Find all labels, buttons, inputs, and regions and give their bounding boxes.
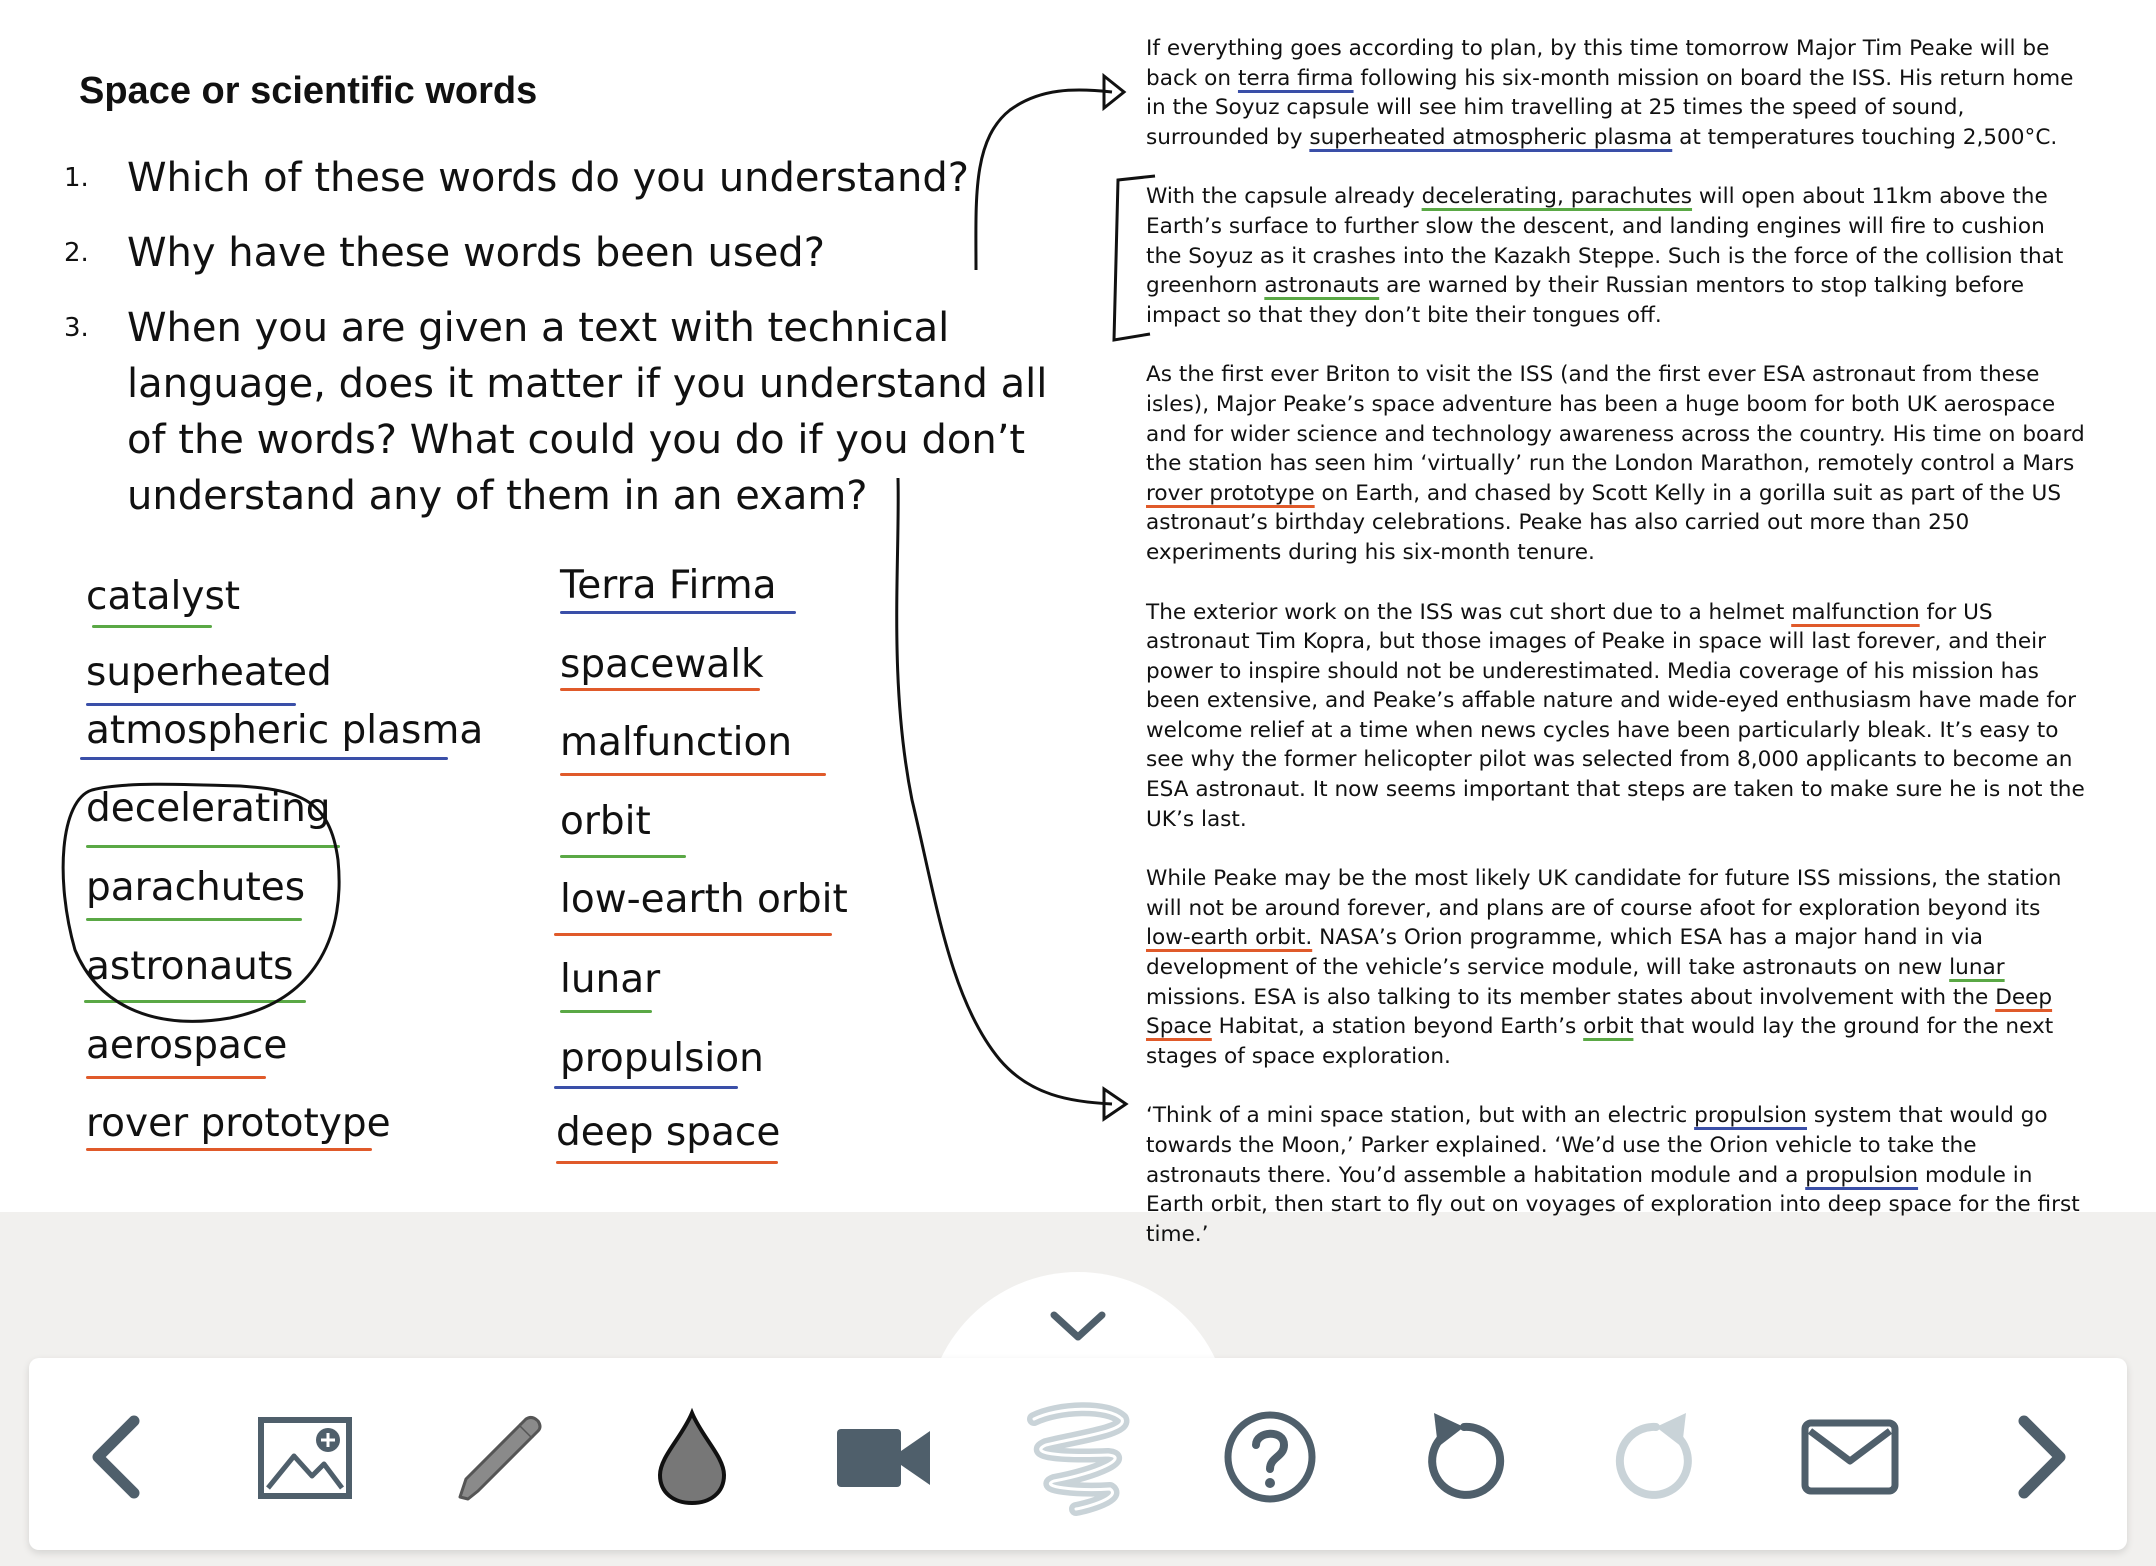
word-propulsion: propulsion	[560, 1036, 764, 1081]
image-add-icon	[256, 1412, 356, 1502]
article-paragraph: ‘Think of a mini space station, but with an electric propulsion system that would go towards the Moon,’ Parker explained. ‘We’d use the Orion vehicle to take the astronauts there. You’d assemble a habitation module and a propulsion module in Earth orbit, then start to fly out on voyages of exploration into deep space for the first time.’	[1146, 1103, 2080, 1247]
ink-arrow-top	[976, 90, 1112, 270]
highlighted-term: malfunction	[1791, 599, 1920, 625]
pencil-icon	[448, 1407, 548, 1507]
envelope-icon	[1800, 1417, 1900, 1497]
question-number: 1.	[64, 163, 89, 193]
chevron-left-icon	[76, 1407, 156, 1507]
collapse-toolbar-button[interactable]	[1040, 1297, 1116, 1357]
ink-color-button[interactable]	[632, 1397, 752, 1517]
chevron-right-icon	[2002, 1407, 2082, 1507]
word-decelerating: decelerating	[86, 786, 331, 831]
help-button[interactable]	[1210, 1397, 1330, 1517]
highlighted-term: propulsion	[1694, 1103, 1807, 1129]
question-number: 3.	[64, 313, 89, 343]
undo-button[interactable]	[1404, 1397, 1524, 1517]
article-paragraph: If everything goes according to plan, by this time tomorrow Major Tim Peake will be back on terra firma following his six-month mission on board the ISS. His return home in the Soyuz capsule will see him travelling at 25 times the speed of sound, surrounded by superheated atmospheric plasma at temperatures touching 2,500°C.	[1146, 36, 2074, 150]
highlighted-term: terra firma	[1237, 65, 1354, 91]
word-aerospace: aerospace	[86, 1023, 288, 1068]
question-text: Why have these words been used?	[127, 230, 825, 276]
ink-arrow-bottom	[897, 478, 1112, 1104]
ink-bracket	[1114, 176, 1155, 340]
redo-button[interactable]	[1596, 1397, 1716, 1517]
word-rover-prototype: rover prototype	[86, 1101, 391, 1146]
highlighted-term: rover prototype	[1146, 480, 1315, 506]
question-number: 2.	[64, 238, 89, 268]
undo-icon	[1414, 1407, 1514, 1507]
droplet-icon	[652, 1407, 732, 1507]
redo-icon	[1606, 1407, 1706, 1507]
question-text: Which of these words do you understand?	[127, 155, 969, 201]
word-orbit: orbit	[560, 799, 651, 844]
word-spacewalk: spacewalk	[560, 642, 764, 687]
slide-title: Space or scientific words	[79, 70, 538, 112]
word-lunar: lunar	[560, 957, 661, 1002]
scribble-button[interactable]	[1018, 1397, 1138, 1517]
highlighted-term: orbit	[1583, 1014, 1634, 1040]
pen-button[interactable]	[438, 1397, 558, 1517]
highlighted-term: Deep Space	[1146, 984, 2053, 1040]
article-paragraph: The exterior work on the ISS was cut short due to a helmet malfunction for US astronaut Tim Kopra, but those images of Peake in space will last forever, and their power to inspire should not be underestimated. Media coverage of his mission has been extensive, and Peake’s affable nature and wide-eyed enthusiasm have made for welcome relief at a time when news cycles have been particularly bleak. It’s easy to see why the former helicopter pilot was selected from 8,000 applicants to become an ESA astronaut. It now seems important that steps are taken to make sure he is not the UK’s last.	[1146, 599, 2085, 832]
highlighted-term: low-earth orbit.	[1146, 925, 1313, 951]
highlighted-term: lunar	[1949, 955, 2005, 981]
word-superheated: superheated	[86, 650, 332, 695]
highlighted-term: decelerating, parachutes	[1421, 184, 1693, 210]
question-text: When you are given a text with technical language, does it matter if you understand all of the words? What could you do if you don’t understand any of them in an exam?	[127, 305, 1048, 519]
ink-circle	[63, 784, 339, 1021]
highlighted-term: astronauts	[1264, 273, 1380, 299]
word-deep-space: deep space	[556, 1110, 781, 1155]
article-paragraph: As the first ever Briton to visit the ISS (and the first ever ESA astronaut from these isles), Major Peake’s space adventure has been a huge boom for both UK aerospace and for wider science and technology awareness across the country. His time on board the station has seen him ‘virtually’ run the London Marathon, remotely control a Mars rover prototype on Earth, and chased by Scott Kelly in a gorilla suit as part of the US astronaut’s birthday celebrations. Peake has also carried out more than 250 experiments during his six-month tenure.	[1146, 362, 2085, 565]
article-paragraph: With the capsule already decelerating, parachutes will open about 11km above the Earth’s surface to further slow the descent, and landing engines will fire to cushion the Soyuz as it crashes into the Kazakh Steppe. Such is the force of the collision that greenhorn astronauts are warned by their Russian mentors to stop talking before impact so that they don’t bite their tongues off.	[1146, 184, 2064, 328]
highlighted-term: superheated atmospheric plasma	[1309, 124, 1673, 150]
scribble-icon	[1018, 1397, 1138, 1517]
video-button[interactable]	[824, 1397, 944, 1517]
next-button[interactable]	[1982, 1397, 2102, 1517]
insert-image-button[interactable]	[246, 1397, 366, 1517]
video-camera-icon	[834, 1417, 934, 1497]
email-button[interactable]	[1790, 1397, 1910, 1517]
article-paragraph: While Peake may be the most likely UK candidate for future ISS missions, the station will not be around forever, and plans are of course afoot for exploration beyond its low-earth orbit. NASA’s Orion programme, which ESA has a major hand in via development of the vehicle’s service module, will take astronauts on new lunar missions. ESA is also talking to its member states about involvement with the Deep Space Habitat, a station beyond Earth’s orbit that would lay the ground for the next stages of space exploration.	[1146, 866, 2062, 1069]
word-low-earth-orbit: low-earth orbit	[560, 877, 848, 922]
word-astronauts: astronauts	[86, 944, 294, 989]
word-terra-firma: Terra Firma	[560, 563, 777, 608]
question-icon	[1220, 1407, 1320, 1507]
word-parachutes: parachutes	[86, 865, 306, 910]
word-catalyst: catalyst	[86, 574, 241, 619]
word-atmospheric-plasma: atmospheric plasma	[86, 708, 484, 753]
highlighted-term: propulsion	[1805, 1162, 1919, 1188]
previous-button[interactable]	[56, 1397, 176, 1517]
word-malfunction: malfunction	[560, 720, 793, 765]
chevron-down-icon	[1048, 1307, 1108, 1347]
